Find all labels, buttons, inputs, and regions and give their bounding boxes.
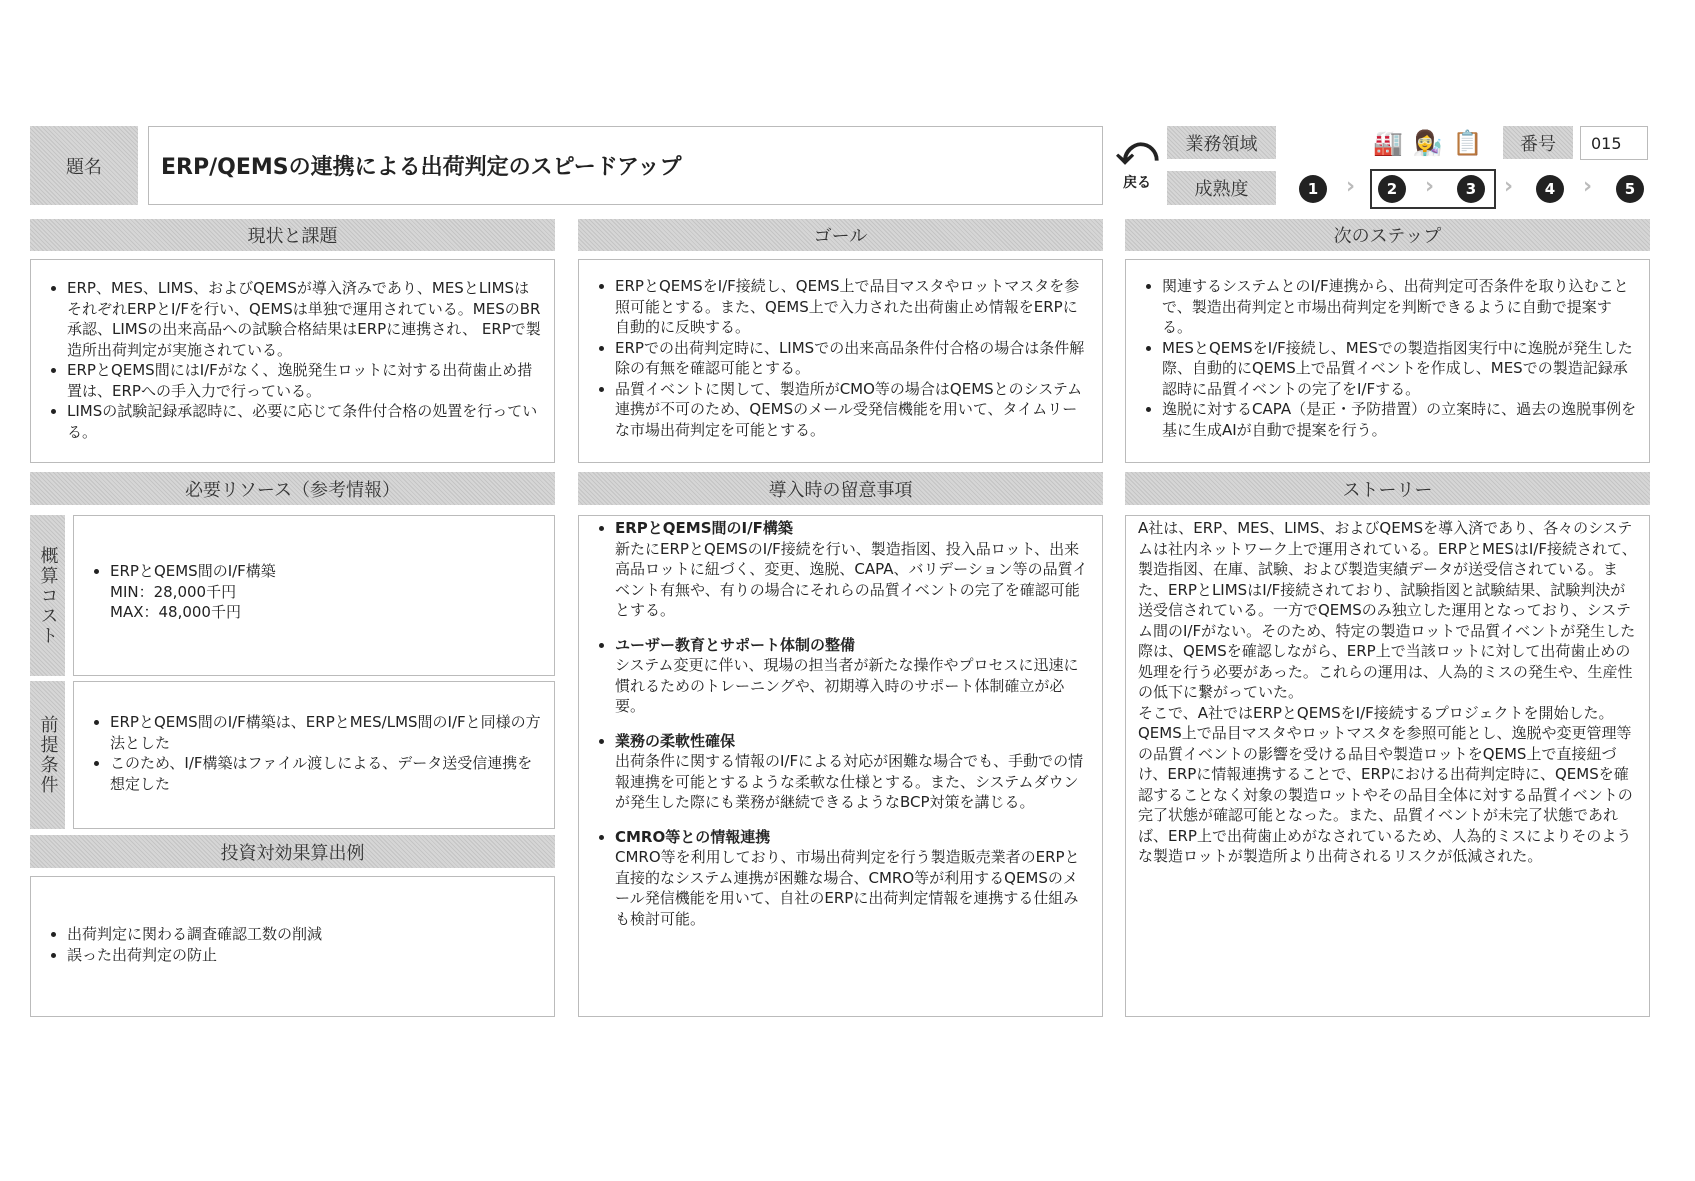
chevron-right-icon: › <box>1504 174 1514 199</box>
maturity-step-1: 1 <box>1299 175 1327 203</box>
maturity-step-4: 4 <box>1536 175 1564 203</box>
chevron-right-icon: › <box>1346 174 1356 199</box>
notes-content <box>578 515 1103 1017</box>
back-button[interactable] <box>1113 130 1161 200</box>
clipboard-certificate-icon: 📋 <box>1452 129 1483 157</box>
maturity-label: 成熟度 <box>1167 171 1276 205</box>
roi-item: • 出荷判定に関わる調査確認工数の削減 <box>67 924 544 945</box>
premise-item: • ERPとQEMS間のI/F構築は、ERPとMES/LMS間のI/Fと同様の方法とした <box>110 712 544 753</box>
number-label: 番号 <box>1503 126 1573 159</box>
premise-item: • このため、I/F構築はファイル渡しによる、データ送受信連携を想定した <box>110 753 544 794</box>
premise-label: 前提条件 <box>30 681 65 829</box>
chevron-right-icon: › <box>1583 174 1593 199</box>
roi-item: • 誤った出荷判定の防止 <box>67 945 544 966</box>
story-paragraph: そこで、A社ではERPとQEMSをI/F接続するプロジェクトを開始した。QEMS上で品目マスタやロットマスタを参照可能とし、逸脱や変更管理等の品質イベントの影響を受ける品目や製造ロットをQEMS上で直接紐づけ、ERPに情報連携することで、ERPにおける出荷判定時に、QEMSを確認することなく対象の製造ロットやその品目全体に対する品質イベントの完了状態が確認可能となった。また、品質イベントが未完了状態であれば、ERP上で出荷歯止めがなされているため、人為的ミスによりそのような製造ロットが製造所より出荷されるリスクが低減された。 <box>1138 703 1633 865</box>
cost-item: ERPとQEMS間のI/F構築 <box>110 562 276 580</box>
note-body: CMRO等を利用しており、市場出荷判定を行う製造販売業者のERPと直接的なシステム連携が困難な場合、CMRO等が利用するQEMSのメール発信機能を用いて、自社のERPに出荷判定情報を連携する仕組みも検討可能。 <box>615 848 1080 928</box>
next-step-item: • MESとQEMSをI/F接続し、MESでの製造指図実行中に逸脱が発生した際、自動的にQEMS上で品質イベントを作成し、MESでの製造記録承認時に品質イベントの完了をI/Fする。 <box>1162 338 1637 400</box>
premise-content <box>73 681 555 829</box>
goal-item: • 品質イベントに関して、製造所がCMO等の場合はQEMSとのシステム連携が不可のため、QEMSのメール受発信機能を用いて、タイムリーな市場出荷判定を可能とする。 <box>615 379 1090 441</box>
back-label: 戻る <box>1123 175 1151 191</box>
factory-icon: 🏭 <box>1373 129 1403 157</box>
note-heading: • ユーザー教育とサポート体制の整備 <box>615 635 856 654</box>
chevron-right-icon: › <box>1425 174 1435 199</box>
roi-section-header: 投資対効果算出例 <box>30 835 555 868</box>
current-content <box>30 259 555 463</box>
notes-section-header: 導入時の留意事項 <box>578 472 1103 505</box>
roi-content <box>30 876 555 1017</box>
page-title: ERP/QEMSの連携による出荷判定のスピードアップ <box>148 126 1103 205</box>
back-arrow-icon: ⤺ <box>1115 128 1159 174</box>
cost-label: 概算コスト <box>30 515 65 676</box>
next-step-item: • 関連するシステムとのI/F連携から、出荷判定可否条件を取り込むことで、製造出荷判定と市場出荷判定を判断できるように自動で提案する。 <box>1162 276 1637 338</box>
cost-max: MAX：48,000千円 <box>110 603 241 621</box>
maturity-step-2: 2 <box>1378 175 1406 203</box>
maturity-step-3: 3 <box>1457 175 1485 203</box>
next-step-item: • 逸脱に対するCAPA（是正・予防措置）の立案時に、過去の逸脱事例を基に生成AIが自動で提案を行う。 <box>1162 399 1637 440</box>
story-content <box>1125 515 1650 1017</box>
current-item: • ERPとQEMS間にはI/Fがなく、逸脱発生ロットに対する出荷歯止め措置は、ERPへの手入力で行っている。 <box>67 360 542 401</box>
story-section-header: ストーリー <box>1125 472 1650 505</box>
current-section-header: 現状と課題 <box>30 219 555 251</box>
current-item: • LIMSの試験記録承認時に、必要に応じて条件付合格の処置を行っている。 <box>67 401 542 442</box>
next-step-content <box>1125 259 1650 463</box>
note-heading: • ERPとQEMS間のI/F構築 <box>615 519 793 537</box>
title-label: 題名 <box>30 126 138 205</box>
note-heading: • CMRO等との情報連携 <box>615 827 771 846</box>
maturity-step-5: 5 <box>1616 175 1644 203</box>
cost-content <box>73 515 555 676</box>
goal-item: • ERPでの出荷判定時に、LIMSでの出来高品条件付合格の場合は条件解除の有無を確認可能とする。 <box>615 338 1090 379</box>
number-value: 015 <box>1580 126 1648 160</box>
note-heading: • 業務の柔軟性確保 <box>615 731 736 750</box>
domain-label: 業務領域 <box>1167 126 1276 159</box>
domain-icons <box>1373 126 1488 160</box>
story-paragraph: A社は、ERP、MES、LIMS、およびQEMSを導入済であり、各々のシステムは社内ネットワーク上で運用されている。ERPとMESはI/F接続されて、製造指図、在庫、試験、および製造実績データが送受信されている。また、ERPとLIMSはI/F接続されており、試験指図と試験結果、試験判決が送受信されている。一方でQEMSのみ独立した運用となっており、システム間のI/Fがない。そのため、特定の製造ロットで品質イベントが発生した際は、QEMSを確認しながら、ERP上で当該ロットに対して出荷歯止めの処理を行う必要があった。これらの運用は、人為的ミスの発生や、生産性の低下に繋がっていた。 <box>1138 519 1637 701</box>
note-body: 出荷条件に関する情報のI/Fによる対応が困難な場合でも、手動での情報連携を可能とするような柔軟な仕様とする。また、システムダウンが発生した際にも業務が継続できるようなBCP対策を講じる。 <box>615 752 1084 811</box>
resources-section-header: 必要リソース（参考情報） <box>30 472 555 505</box>
current-item: • ERP、MES、LIMS、およびQEMSが導入済みであり、MESとLIMSはそれぞれERPとI/Fを行い、QEMSは単独で運用されている。MESのBR承認、LIMSの出来高品への試験合格結果はERPに連携され、 ERPで製造所出荷判定が実施されている。 <box>67 278 542 360</box>
goal-content <box>578 259 1103 463</box>
goal-item: • ERPとQEMSをI/F接続し、QEMS上で品目マスタやロットマスタを参照可能とする。また、QEMS上で入力された出荷歯止め情報をERPに自動的に反映する。 <box>615 276 1090 338</box>
next-step-section-header: 次のステップ <box>1125 219 1650 251</box>
note-body: 新たにERPとQEMSのI/F接続を行い、製造指図、投入品ロット、出来高品ロットに紐づく、変更、逸脱、CAPA、バリデーション等の品質イベント有無や、有りの場合にそれらの品質イベントの完了を確認可能とする。 <box>615 539 1088 619</box>
scientist-icon: 👩‍🔬 <box>1412 129 1443 157</box>
goal-section-header: ゴール <box>578 219 1103 251</box>
note-body: システム変更に伴い、現場の担当者が新たな操作やプロセスに迅速に慣れるためのトレーニングや、初期導入時のサポート体制確立が必要。 <box>615 656 1079 715</box>
cost-min: MIN：28,000千円 <box>110 582 237 601</box>
